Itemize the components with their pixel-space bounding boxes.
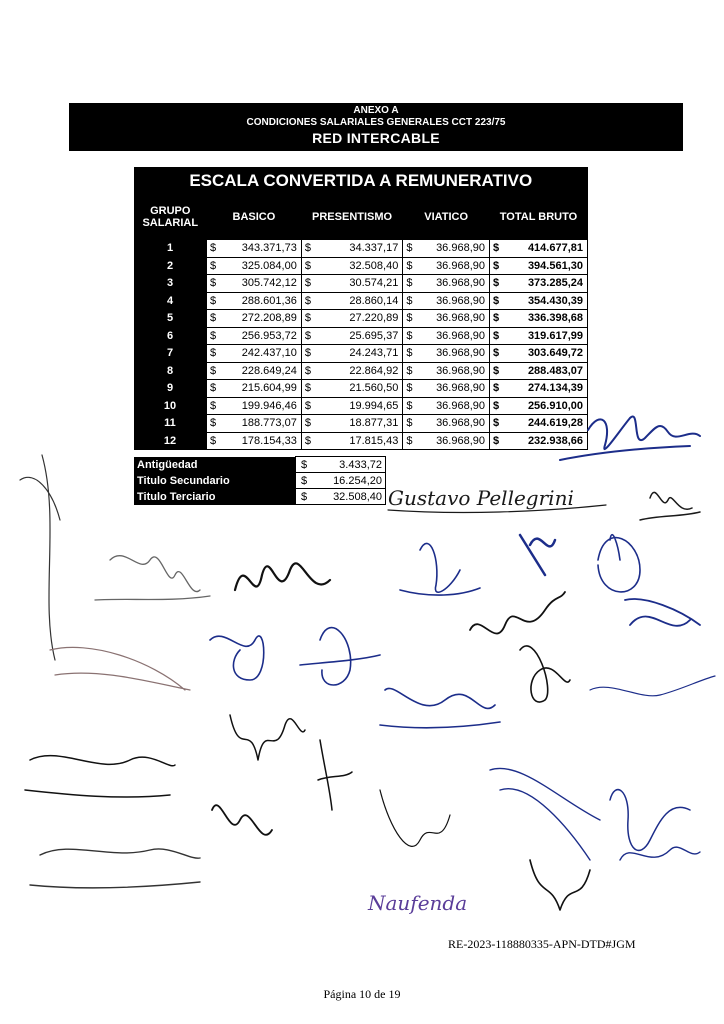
viatico-cell: 36.968,90 [418, 345, 489, 363]
basico-cell: 305.742,12 [222, 275, 301, 293]
additional-label: Antigüedad [134, 457, 296, 473]
table-row [134, 292, 588, 310]
currency-cell: $ [301, 275, 317, 293]
presentismo-cell: 19.994,65 [317, 397, 403, 415]
signature-19 [25, 756, 175, 797]
currency-cell: $ [490, 240, 506, 258]
viatico-cell: 36.968,90 [418, 327, 489, 345]
total-cell: 373.285,24 [505, 275, 588, 293]
additional-row [134, 473, 386, 489]
currency-cell: $ [490, 327, 506, 345]
col-presentismo: PRESENTISMO [301, 195, 403, 240]
additional-label: Titulo Terciario [134, 489, 296, 505]
currency-cell: $ [490, 380, 506, 398]
grupo-cell: 5 [134, 310, 207, 328]
viatico-cell: 36.968,90 [418, 257, 489, 275]
currency-cell: $ [207, 415, 223, 433]
currency-cell: $ [301, 240, 317, 258]
currency-cell: $ [490, 362, 506, 380]
signature-5 [235, 563, 330, 590]
basico-cell: 228.649,24 [222, 362, 301, 380]
currency-cell: $ [301, 362, 317, 380]
additional-label: Titulo Secundario [134, 473, 296, 489]
signature-name-naufenda: Naufenda [368, 891, 468, 915]
currency-cell: $ [490, 415, 506, 433]
signature-9 [625, 599, 700, 626]
total-cell: 414.677,81 [505, 240, 588, 258]
currency-cell: $ [403, 275, 419, 293]
presentismo-cell: 34.337,17 [317, 240, 403, 258]
viatico-cell: 36.968,90 [418, 432, 489, 450]
presentismo-cell: 32.508,40 [317, 257, 403, 275]
signature-11 [300, 628, 380, 685]
currency-cell: $ [207, 327, 223, 345]
presentismo-cell: 21.560,50 [317, 380, 403, 398]
viatico-cell: 36.968,90 [418, 362, 489, 380]
signature-20 [380, 790, 450, 846]
currency-cell: $ [296, 473, 314, 489]
grupo-cell: 2 [134, 257, 207, 275]
signature-13 [520, 646, 570, 702]
presentismo-cell: 18.877,31 [317, 415, 403, 433]
total-cell: 354.430,39 [505, 292, 588, 310]
additional-value: 32.508,40 [313, 489, 386, 505]
presentismo-cell: 22.864,92 [317, 362, 403, 380]
basico-cell: 178.154,33 [222, 432, 301, 450]
total-cell: 336.398,68 [505, 310, 588, 328]
presentismo-cell: 17.815,43 [317, 432, 403, 450]
document-reference: RE-2023-118880335-APN-DTD#JGM [448, 937, 636, 951]
basico-cell: 288.601,36 [222, 292, 301, 310]
currency-cell: $ [207, 240, 223, 258]
grupo-cell: 1 [134, 240, 207, 258]
presentismo-cell: 30.574,21 [317, 275, 403, 293]
currency-cell: $ [207, 310, 223, 328]
currency-cell: $ [301, 415, 317, 433]
total-cell: 256.910,00 [505, 397, 588, 415]
total-cell: 274.134,39 [505, 380, 588, 398]
grupo-cell: 7 [134, 345, 207, 363]
grupo-cell: 8 [134, 362, 207, 380]
basico-cell: 343.371,73 [222, 240, 301, 258]
currency-cell: $ [403, 345, 419, 363]
scale-title: ESCALA CONVERTIDA A REMUNERATIVO [134, 167, 588, 195]
presentismo-cell: 25.695,37 [317, 327, 403, 345]
signature-8 [598, 535, 640, 592]
table-row [134, 415, 588, 433]
signature-16 [590, 676, 715, 696]
total-cell: 319.617,99 [505, 327, 588, 345]
signature-21 [490, 768, 600, 860]
col-total-bruto: TOTAL BRUTO [490, 195, 588, 240]
total-cell: 303.649,72 [505, 345, 588, 363]
currency-cell: $ [301, 310, 317, 328]
total-cell: 394.561,30 [505, 257, 588, 275]
currency-cell: $ [490, 345, 506, 363]
signature-14 [50, 647, 190, 690]
viatico-cell: 36.968,90 [418, 240, 489, 258]
additional-row [134, 489, 386, 505]
signature-10 [210, 636, 264, 680]
presentismo-cell: 27.220,89 [317, 310, 403, 328]
signature-22 [610, 790, 690, 851]
signature-4 [95, 556, 210, 600]
currency-cell: $ [301, 257, 317, 275]
table-row [134, 327, 588, 345]
currency-cell: $ [403, 292, 419, 310]
currency-cell: $ [403, 310, 419, 328]
table-row [134, 275, 588, 293]
additionals-table [134, 456, 386, 505]
currency-cell: $ [207, 292, 223, 310]
currency-cell: $ [490, 432, 506, 450]
table-row [134, 310, 588, 328]
additional-value: 16.254,20 [313, 473, 386, 489]
signature-12 [470, 592, 565, 634]
currency-cell: $ [403, 415, 419, 433]
total-cell: 244.619,28 [505, 415, 588, 433]
viatico-cell: 36.968,90 [418, 380, 489, 398]
signature-17 [230, 715, 305, 760]
currency-cell: $ [490, 257, 506, 275]
grupo-cell: 12 [134, 432, 207, 450]
grupo-cell: 10 [134, 397, 207, 415]
viatico-cell: 36.968,90 [418, 292, 489, 310]
table-row [134, 362, 588, 380]
currency-cell: $ [301, 380, 317, 398]
table-row [134, 257, 588, 275]
basico-cell: 272.208,89 [222, 310, 301, 328]
grupo-cell: 4 [134, 292, 207, 310]
currency-cell: $ [301, 432, 317, 450]
currency-cell: $ [301, 292, 317, 310]
basico-cell: 215.604,99 [222, 380, 301, 398]
currency-cell: $ [490, 292, 506, 310]
currency-cell: $ [207, 397, 223, 415]
currency-cell: $ [207, 345, 223, 363]
currency-cell: $ [490, 275, 506, 293]
currency-cell: $ [296, 489, 314, 505]
signature-25 [530, 860, 590, 910]
grupo-cell: 3 [134, 275, 207, 293]
annex-header [69, 103, 683, 151]
currency-cell: $ [403, 257, 419, 275]
basico-cell: 325.084,00 [222, 257, 301, 275]
viatico-cell: 36.968,90 [418, 397, 489, 415]
currency-cell: $ [403, 327, 419, 345]
grupo-cell: 9 [134, 380, 207, 398]
currency-cell: $ [403, 240, 419, 258]
conditions-title: CONDICIONES SALARIALES GENERALES CCT 223/75 [246, 117, 506, 128]
signature-18 [318, 740, 352, 810]
presentismo-cell: 24.243,71 [317, 345, 403, 363]
basico-cell: 188.773,07 [222, 415, 301, 433]
currency-cell: $ [403, 362, 419, 380]
col-grupo-salarial: GRUPO SALARIAL [134, 195, 207, 240]
additional-value: 3.433,72 [313, 457, 386, 473]
network-title: RED INTERCABLE [312, 130, 440, 146]
salary-scale-table [134, 167, 588, 450]
signature-26 [620, 847, 700, 860]
presentismo-cell: 28.860,14 [317, 292, 403, 310]
table-row [134, 397, 588, 415]
signature-7 [520, 535, 555, 575]
currency-cell: $ [490, 397, 506, 415]
total-cell: 288.483,07 [505, 362, 588, 380]
table-row [134, 240, 588, 258]
viatico-cell: 36.968,90 [418, 310, 489, 328]
currency-cell: $ [403, 397, 419, 415]
total-cell: 232.938,66 [505, 432, 588, 450]
currency-cell: $ [207, 275, 223, 293]
grupo-cell: 11 [134, 415, 207, 433]
basico-cell: 242.437,10 [222, 345, 301, 363]
currency-cell: $ [207, 362, 223, 380]
currency-cell: $ [301, 397, 317, 415]
col-viatico: VIATICO [403, 195, 490, 240]
signature-23 [212, 805, 272, 835]
currency-cell: $ [296, 457, 314, 473]
currency-cell: $ [301, 327, 317, 345]
signature-15 [380, 688, 500, 727]
currency-cell: $ [207, 380, 223, 398]
grupo-cell: 6 [134, 327, 207, 345]
currency-cell: $ [403, 380, 419, 398]
col-basico: BASICO [207, 195, 302, 240]
currency-cell: $ [403, 432, 419, 450]
table-row [134, 432, 588, 450]
currency-cell: $ [207, 257, 223, 275]
page-number: Página 10 de 19 [323, 987, 401, 1001]
additional-row [134, 457, 386, 473]
signature-name-pellegrini: Gustavo Pellegrini [388, 486, 574, 510]
viatico-cell: 36.968,90 [418, 415, 489, 433]
annex-title: ANEXO A [353, 105, 399, 116]
basico-cell: 199.946,46 [222, 397, 301, 415]
currency-cell: $ [301, 345, 317, 363]
signature-24 [30, 849, 200, 888]
viatico-cell: 36.968,90 [418, 275, 489, 293]
currency-cell: $ [207, 432, 223, 450]
currency-cell: $ [490, 310, 506, 328]
signature-6 [400, 543, 480, 595]
table-row [134, 345, 588, 363]
table-row [134, 380, 588, 398]
signature-3 [20, 455, 60, 660]
basico-cell: 256.953,72 [222, 327, 301, 345]
signature-2 [640, 492, 700, 520]
